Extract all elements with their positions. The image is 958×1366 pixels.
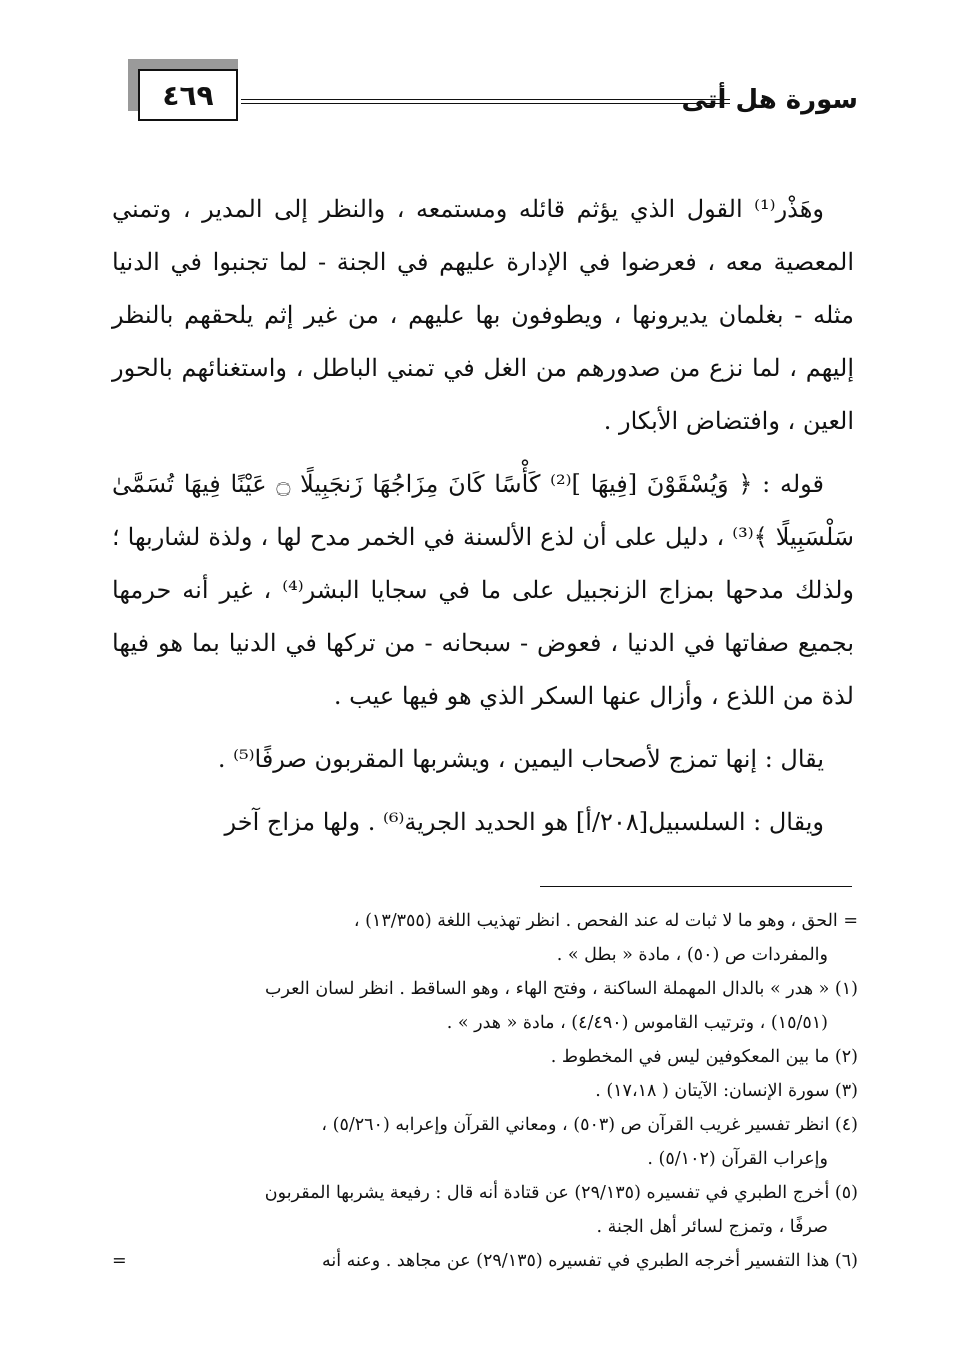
- continuation-mark: =: [112, 1251, 127, 1271]
- footnote-divider: [540, 886, 852, 887]
- sura-title: سورة هل أتى: [681, 85, 858, 115]
- footnote-continued: = الحق ، وهو ما لا ثبات له عند الفحص . انظر تهذيب اللغة (١٣/٣٥٥) ، والمفردات ص (٥٠) ، مادة « بطل » .: [353, 911, 858, 965]
- paragraph-4: ويقال : السلسبيل[٢٠٨/أ] هو الحديد الجرية⁽⁶⁾ . ولها مزاج آخر: [224, 808, 824, 836]
- footnote-4: (٤) انظر تفسير غريب القرآن ص (٥٠٣) ، ومعاني القرآن وإعرابه (٥/٢٦٠) ، وإعراب القرآن (٥/١٠٢) .: [321, 1115, 858, 1169]
- paragraph-2: قوله : ﴿ وَيُسْقَوْنَ [فِيهَا ]⁽²⁾ كَأْسًا كَانَ مِزَاجُهَا زَنجَبِيلًا ۝ عَيْنًا فِيهَا تُسَمَّىٰ سَلْسَبِيلًا ﴾⁽³⁾ ، دليل على أن لذع الألسنة في الخمر مدح لها ، ولذة لشاربها ؛ ولذلك مدحها بمزاج الزنجبيل على ما في سجايا البشر⁽⁴⁾ ، غير أنه حرمها بجميع صفاتها في الدنيا ، فعوض - سبحانه - من تركها في الدنيا بما هو فيها لذة من اللذع ، وأزال عنها السكر الذي هو فيها عيب .: [112, 470, 855, 710]
- footnote-6: (٦) هذا التفسير أخرجه الطبري في تفسيره (٢٩/١٣٥) عن مجاهد . وعنه أنه =: [112, 1244, 858, 1278]
- header-rule: [241, 99, 730, 104]
- paragraph-3: يقال : إنها تمزج لأصحاب اليمين ، ويشربها المقربون صرفًا⁽⁵⁾ .: [217, 745, 824, 773]
- footnote-5: (٥) أخرج الطبري في تفسيره (٢٩/١٣٥) عن قتادة أنه قال : رفيعة يشربها المقربون صرفًا ، وتمزج لسائر أهل الجنة .: [264, 1183, 858, 1237]
- footnotes: [112, 904, 858, 1278]
- paragraph-1: وهَذْر⁽¹⁾ القول الذي يؤثم قائله ومستمعه ، والنظر إلى المدير ، وتمني المعصية معه ، فعرضوا في الإدارة عليهم في الجنة - لما تجنبوا في الدنيا مثله - بغلمان يديرونها ، ويطوفون بها عليهم ، من غير إثم يلحقهم بالنظر إليهم ، لما نزع من صدورهم من الغل في تمني الباطل ، واستغنائهم بالحور العين ، وافتضاض الأبكار .: [112, 195, 855, 435]
- footnote-2: (٢) ما بين المعكوفين ليس في المخطوط .: [550, 1047, 858, 1067]
- main-text: [112, 183, 854, 849]
- footnote-1: (١) « هدر » بالدال المهملة الساكنة ، وفتح الهاء ، وهو الساقط . انظر لسان العرب (١٥/٥١) ، وترتيب القاموس (٤/٤٩٠) ، مادة « هدر » .: [265, 979, 858, 1033]
- page-number: ٤٦٩: [138, 69, 238, 121]
- page-header: [118, 55, 858, 135]
- footnote-3: (٣) سورة الإنسان: الآيتان ( ١٧،١٨) .: [595, 1081, 858, 1101]
